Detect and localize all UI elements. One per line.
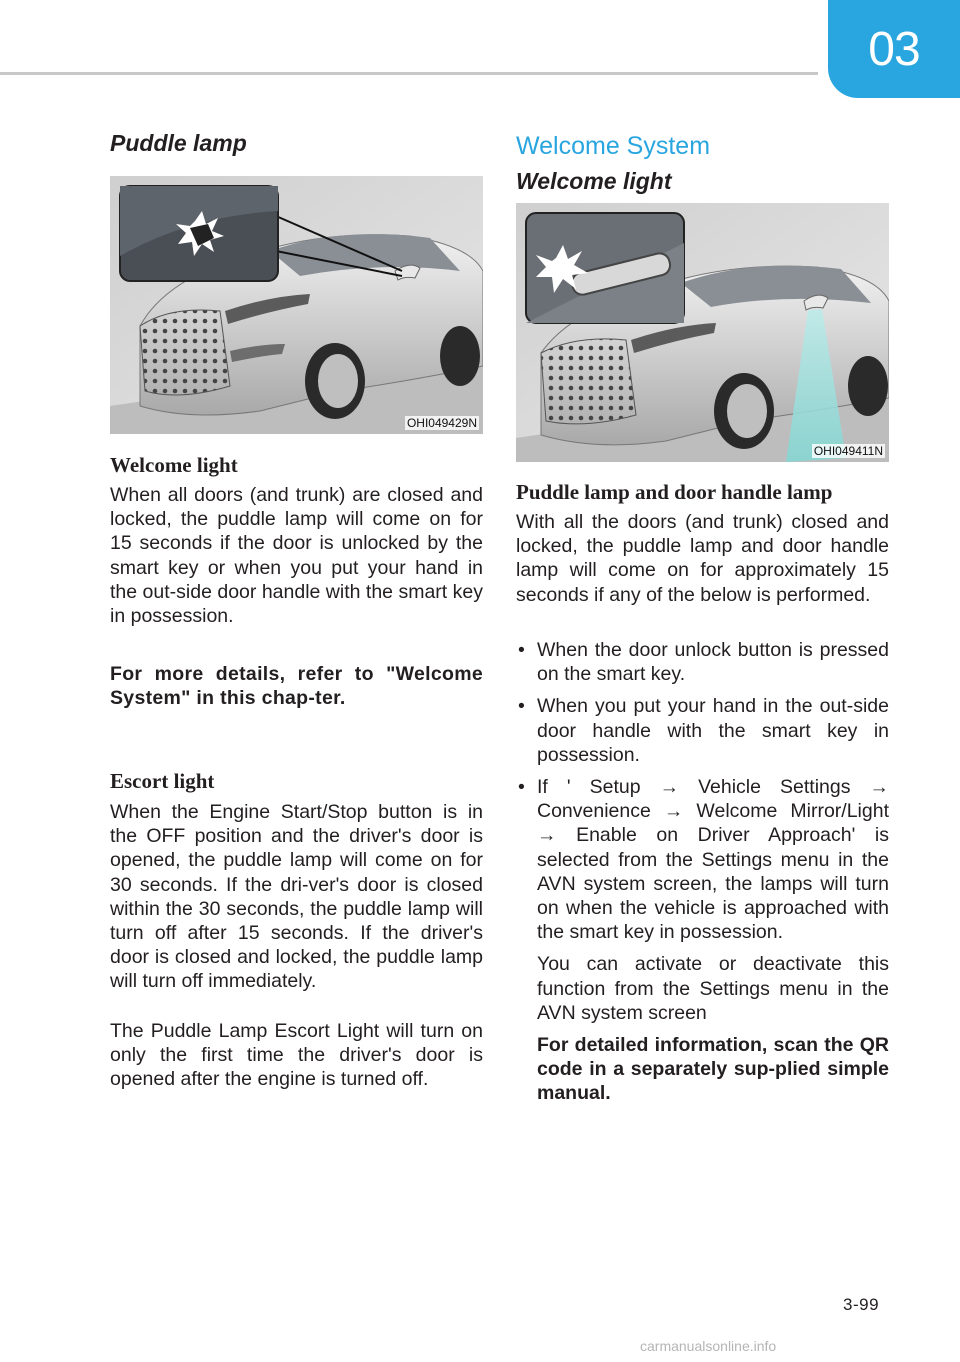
chapter-tab <box>828 0 960 98</box>
list-item <box>516 694 889 767</box>
escort-light-text: When the Engine Start/Stop button is in the OFF position and the driver's door is opened, the puddle lamp will come on for 30 seconds. If the dri-ver's door is closed within the 30 seconds, the puddle lamp will turn off after 15 seconds. If the driver's door is closed and locked, the puddle lamp will turn off immediately. <box>110 801 483 993</box>
bullet-glyph: • <box>518 639 525 661</box>
page-number: 3-99 <box>843 1295 880 1314</box>
figure-code-left: OHI049429N <box>406 416 477 430</box>
heading-welcome-light: Welcome light <box>110 453 238 477</box>
list-item <box>516 638 889 686</box>
watermark: carmanualsonline.info <box>640 1338 777 1354</box>
list-item <box>516 775 889 1106</box>
welcome-light-note: For more details, refer to "Welcome System" in this chap-ter. <box>110 663 483 710</box>
list-item-extra-text: You can activate or deactivate this function from the Settings menu in the AVN system screen <box>537 953 889 1024</box>
bullet-glyph: • <box>518 695 525 718</box>
header-rule <box>0 72 818 75</box>
section-title-welcome-light: Welcome light <box>516 168 672 194</box>
puddle-door-handle-intro: With all the doors (and trunk) closed and locked, the puddle lamp and door handle lamp will come on for approximately 15 seconds if any of the below is performed. <box>516 511 889 606</box>
heading-escort-light: Escort light <box>110 769 215 793</box>
puddle-lamp-illustration <box>110 176 483 434</box>
chapter-number: 03 <box>868 22 920 76</box>
bullet-glyph: • <box>518 776 525 799</box>
conditions-list <box>516 638 889 1114</box>
escort-light-text-2: The Puddle Lamp Escort Light will turn on only the first time the driver's door is opened after the engine is turned off. <box>110 1020 483 1091</box>
car-puddle-lamp-image <box>110 176 483 434</box>
list-item-note: For detailed information, scan the QR code in a separately sup-plied simple manual. <box>537 1034 889 1105</box>
heading-puddle-door-handle-lamp: Puddle lamp and door handle lamp <box>516 480 833 504</box>
section-title-welcome-system: Welcome System <box>516 132 711 160</box>
figure-code-right: OHI049411N <box>813 444 883 458</box>
list-item-text: When the door unlock button is pressed on the smart key. <box>537 639 889 686</box>
list-item-text: When you put your hand in the out-side door handle with the smart key in possession. <box>537 695 889 766</box>
car-welcome-light-image <box>516 203 889 462</box>
welcome-light-text: When all doors (and trunk) are closed and locked, the puddle lamp will come on for 15 seconds if the door is unlocked by the smart key or when you put your hand in the out-side door handle with the smart key in possession. <box>110 484 483 628</box>
section-title-puddle-lamp: Puddle lamp <box>110 130 247 156</box>
welcome-light-illustration <box>516 203 889 462</box>
list-item-text: If ' Setup → Vehicle Settings → Convenience → Welcome Mirror/Light → Enable on Driver Approach' is selected from the Settings menu in the AVN system screen, the lamps will turn on when the vehicle is approached with the smart key in possession. <box>537 776 889 944</box>
